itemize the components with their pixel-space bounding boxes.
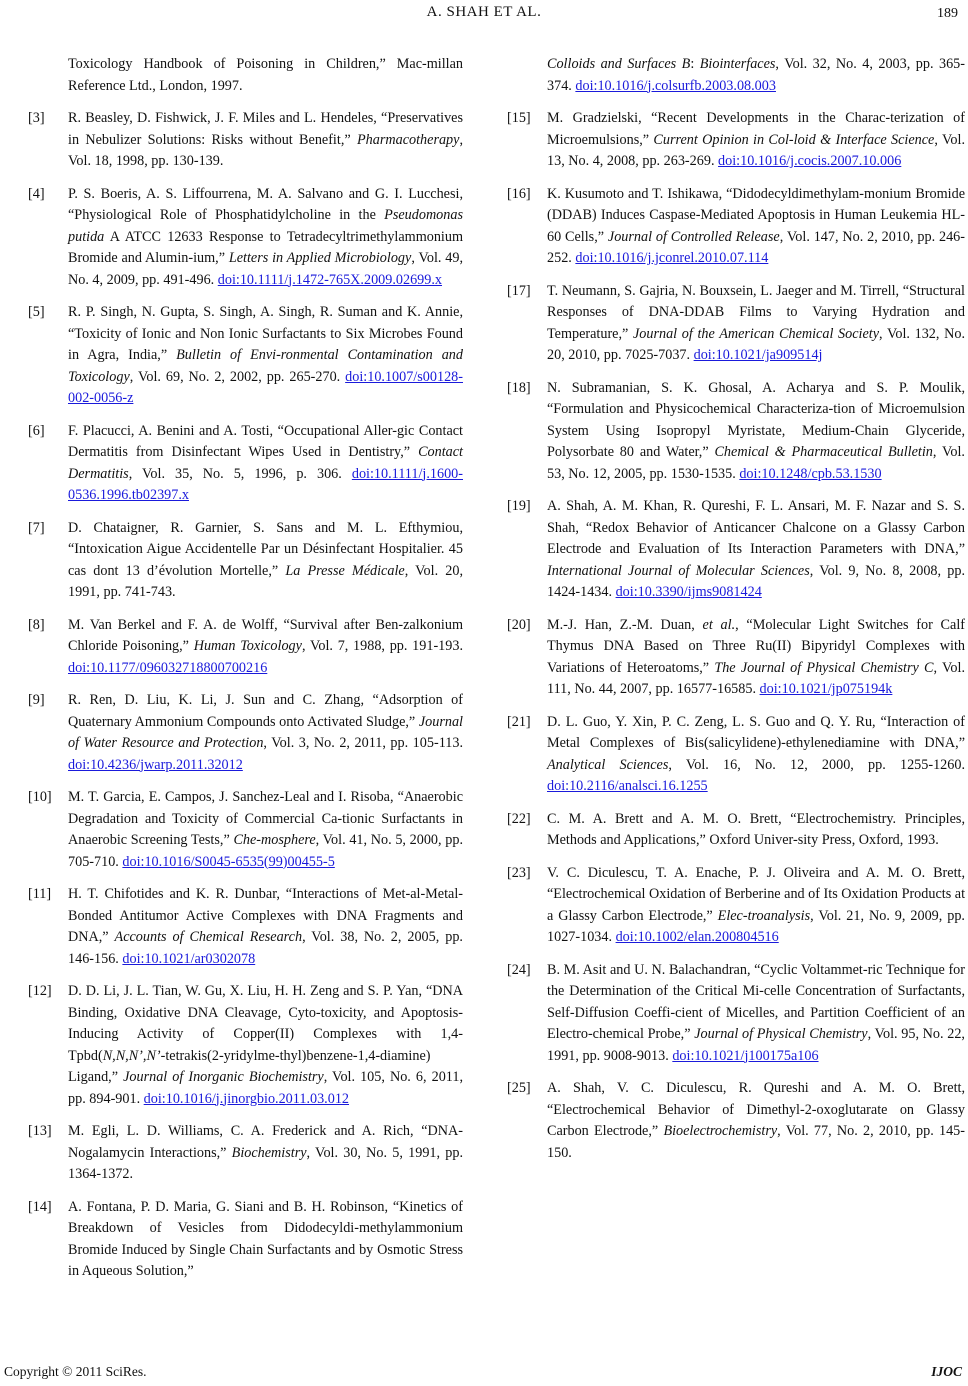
italic-title: The Journal of Physical Chemistry C xyxy=(714,659,934,676)
reference-text: , Vol. 77, No. 2, 2010, pp. 145-150. xyxy=(547,1123,965,1161)
doi-link[interactable]: doi:10.4236/jwarp.2011.32012 xyxy=(68,756,243,773)
reference-text: , Vol. 16, No. 12, 2000, pp. 1255-1260. xyxy=(668,756,965,773)
italic-title: Letters in Applied Microbiology xyxy=(228,250,412,266)
reference-number: [ 24 ] xyxy=(507,960,531,982)
reference-entry xyxy=(28,421,463,507)
italic-title: Journal of Inorganic Biochemistry xyxy=(123,1069,324,1085)
doi-link[interactable]: doi:10.1021/ja909514j xyxy=(693,347,823,363)
italic-title: Human Toxicology xyxy=(193,638,302,654)
reference-text: F. Placucci, A. Benini and A. Tosti, “Occupational Aller-gic Contact Dermatitis from Disinfectant Wipes Used in Dentistry,” xyxy=(68,422,463,460)
reference-text: N. Subramanian, S. K. Ghosal, A. Acharya and S. P. Moulik, “Formulation and Physicochemical Characteriza-tion of Microemulsion System Using Isopropyl Myristate, Medium-Chain Glyceride, Polysorbate 80 and Water,” xyxy=(547,379,965,460)
italic-title: Chemical & Pharmaceutical Bulletin xyxy=(714,444,933,460)
reference-text: H. T. Chifotides and K. R. Dunbar, “Interactions of Met-al-Metal-Bonded Antitumor Active Complexes with DNA Fragments and DNA,” xyxy=(68,886,463,945)
reference-text: V. C. Diculescu, T. A. Enache, P. J. Oliveira and A. M. O. Brett, “Electrochemical Oxidation of Berberine and of Its Oxidation Products at a Glassy Carbon Electrode,” xyxy=(547,864,966,924)
reference-text: , Vol. 95, No. 22, 1991, pp. 9008-9013. xyxy=(547,1026,965,1064)
doi-link[interactable]: doi:10.1177/096032718800700216 xyxy=(68,659,268,676)
reference-number: [ 16 ] xyxy=(507,184,531,206)
journal-abbreviation: IJOC xyxy=(931,1364,962,1379)
reference-entry xyxy=(28,1121,463,1186)
italic-title: Bioelectrochemistry xyxy=(663,1123,778,1139)
reference-entry xyxy=(28,787,463,873)
reference-entry xyxy=(507,54,965,97)
reference-entry xyxy=(507,863,965,949)
reference-text: , Vol. 30, No. 5, 1991, pp. 1364-1372. xyxy=(68,1144,463,1182)
doi-link[interactable]: doi:10.2116/analsci.16.1255 xyxy=(547,778,708,794)
reference-text: -tetrakis(2-yridylme-thyl)benzene-1,4-diamine) Ligand,” xyxy=(68,1047,431,1085)
reference-text: , Vol. 9, No. 8, 2008, pp. 1424-1434. xyxy=(547,562,965,600)
reference-text: M.-J. Han, Z.-M. Duan, xyxy=(547,616,703,633)
page-header xyxy=(0,2,968,26)
reference-text: M. Gradzielski, “Recent Developments in the Charac-terization of Microemulsions,” xyxy=(547,110,965,148)
doi-link[interactable]: doi:10.1021/j100175a106 xyxy=(672,1047,819,1064)
reference-number: [ 23 ] xyxy=(507,863,531,885)
reference-text: , Vol. 21, No. 9, 2009, pp. 1027-1034. xyxy=(547,907,965,945)
reference-text: : xyxy=(690,56,700,72)
reference-number: [ 25 ] xyxy=(507,1078,531,1100)
reference-text: , Vol. 53, No. 12, 2005, pp. 1530-1535. xyxy=(547,444,965,482)
reference-text: T. Neumann, S. Gajria, N. Bouxsein, L. Jaeger and M. Tirrell, “Structural Responses of DNA-DDAB Films to Varying Hydration and Temperature,” xyxy=(547,282,965,342)
reference-text: , Vol. 38, No. 2, 2005, pp. 146-156. xyxy=(68,929,463,967)
reference-entry xyxy=(507,1078,965,1164)
reference-list-right-column xyxy=(507,54,965,1175)
doi-link[interactable]: doi:10.1016/j.colsurfb.2003.08.003 xyxy=(575,77,776,94)
reference-text: D. Chataigner, R. Garnier, S. Sans and M. L. Efthymiou, “Intoxication Aigue Accidentelle Par un Désinfectant Hospitalier. 45 cas dont 13 d’évolution Mortelle,” xyxy=(68,519,463,579)
italic-title: Che-mosphere xyxy=(233,832,316,848)
italic-title: Elec-troanalysis xyxy=(717,907,811,924)
reference-number: [ 12 ] xyxy=(28,981,52,1003)
reference-text: R. Ren, D. Liu, K. Li, J. Sun and C. Zhang, “Adsorption of Quaternary Ammonium Compounds onto Activated Sludge,” xyxy=(68,692,463,730)
italic-title: Journal of Controlled Release xyxy=(607,228,780,245)
reference-number: [ 10 ] xyxy=(28,787,52,809)
reference-number: [ 19 ] xyxy=(507,496,531,518)
doi-link[interactable]: doi:10.1111/j.1600-0536.1996.tb02397.x xyxy=(68,465,463,503)
reference-number: [ 21 ] xyxy=(507,712,531,734)
doi-link[interactable]: doi:10.1248/cpb.53.1530 xyxy=(739,465,882,482)
reference-text: M. Egli, L. D. Williams, C. A. Frederick and A. Rich, “DNA-Nogalamycin Interactions,” xyxy=(68,1123,463,1161)
reference-entry xyxy=(507,184,965,270)
reference-text: B. M. Asit and U. N. Balachandran, “Cyclic Voltammet-ric Technique for the Determination of the Critical Mi-celle Concentration of Surfactants, Self-Diffusion Coeffi-cient of Micelles, and Partition Coefficient of an Electro-chemical Probe,” xyxy=(547,961,965,1042)
reference-text: C. M. A. Brett and A. M. O. Brett, “Electrochemistry. Principles, Methods and Applications,” Oxford Univer-sity Press, Oxford, 1993. xyxy=(547,810,965,848)
reference-number: [ 6 ] xyxy=(28,421,45,443)
reference-number: [ 13 ] xyxy=(28,1121,52,1143)
reference-text: , Vol. 32, No. 4, 2003, pp. 365-374. xyxy=(547,56,965,94)
reference-text: , Vol. 18, 1998, pp. 130-139. xyxy=(68,131,463,169)
italic-title: Biointerfaces xyxy=(699,56,776,72)
italic-title: Journal of Physical Chemistry xyxy=(694,1026,868,1042)
doi-link[interactable]: doi:10.1007/s00128-002-0056-z xyxy=(68,368,463,406)
doi-link[interactable]: doi:10.3390/ijms9081424 xyxy=(615,584,762,600)
reference-entry xyxy=(507,378,965,486)
reference-number: [ 3 ] xyxy=(28,108,45,130)
reference-text: , Vol. 132, No. 20, 2010, pp. 7025-7037. xyxy=(547,325,965,363)
reference-text: , Vol. 49, No. 4, 2009, pp. 491-496. xyxy=(68,250,463,288)
reference-entry xyxy=(507,960,965,1068)
reference-text: , Vol. 69, No. 2, 2002, pp. 265-270. xyxy=(129,368,346,385)
reference-number: [ 15 ] xyxy=(507,108,531,130)
italic-title: La Presse Médicale xyxy=(285,562,405,579)
doi-link[interactable]: doi:10.1016/j.cocis.2007.10.006 xyxy=(718,153,902,169)
reference-text: A. Fontana, P. D. Maria, G. Siani and B. H. Robinson, “Kinetics of Breakdown of Vesicles from Didodecyldi-methylammonium Bromide Induced by Single Chain Surfactants and by Osmotic Stress in Aqueous Solution,” xyxy=(68,1198,463,1279)
reference-text: , Vol. 41, No. 5, 2000, pp. 705-710. xyxy=(68,832,463,870)
reference-entry xyxy=(28,981,463,1110)
reference-entry xyxy=(28,302,463,410)
reference-text: , Vol. 105, No. 6, 2011, pp. 894-901. xyxy=(68,1069,463,1107)
reference-text: R. Beasley, D. Fishwick, J. F. Miles and L. Hendeles, “Preservatives in Nebulizer Solutions: Risks without Benefit,” xyxy=(68,110,463,148)
reference-text: , Vol. 3, No. 2, 2011, pp. 105-113. xyxy=(263,735,463,751)
reference-text: Toxicology Handbook of Poisoning in Children,” Mac-millan Reference Ltd., London, 1997. xyxy=(68,56,463,94)
reference-list-left-column xyxy=(28,54,463,1294)
doi-link[interactable]: doi:10.1002/elan.200804516 xyxy=(615,929,779,945)
reference-entry xyxy=(507,809,965,852)
reference-entry xyxy=(507,615,965,701)
reference-entry xyxy=(507,712,965,798)
reference-text: A. Shah, A. M. Khan, R. Qureshi, F. L. Ansari, M. F. Nazar and S. S. Shah, “Redox Behavior of Anticancer Chalcone on a Glassy Carbon Electrode and Evaluation of Its Interaction Parameters with DNA,” xyxy=(547,498,965,557)
italic-title: Journal of the American Chemical Society xyxy=(632,325,880,342)
italic-title: Current Opinion in Col-loid & Interface Science xyxy=(653,131,935,148)
reference-number: [ 18 ] xyxy=(507,378,531,400)
doi-link[interactable]: doi:10.1111/j.1472-765X.2009.02699.x xyxy=(217,271,443,288)
reference-text: , Vol. 7, 1988, pp. 191-193. xyxy=(301,638,463,654)
doi-link[interactable]: doi:10.1021/jp075194k xyxy=(759,681,893,697)
reference-entry xyxy=(28,518,463,604)
reference-text: A. Shah, V. C. Diculescu, R. Qureshi and A. M. O. Brett, “Electrochemical Behavior of Dimethyl-2-oxoglutarate on Glassy Carbon Electrode,” xyxy=(547,1080,965,1139)
italic-title: Biochemistry xyxy=(231,1144,307,1161)
reference-number: [ 5 ] xyxy=(28,302,45,324)
reference-number: [ 17 ] xyxy=(507,281,531,303)
reference-number: [ 8 ] xyxy=(28,615,45,637)
italic-title: Journal of Water Resource and Protection xyxy=(68,713,463,751)
reference-number: [ 7 ] xyxy=(28,518,45,540)
reference-entry xyxy=(28,1197,463,1283)
doi-link[interactable]: doi:10.1016/j.jconrel.2010.07.114 xyxy=(575,250,769,266)
doi-link[interactable]: doi:10.1016/S0045-6535(99)00455-5 xyxy=(122,853,335,870)
reference-entry xyxy=(28,615,463,680)
doi-link[interactable]: doi:10.1021/ar0302078 xyxy=(122,950,256,967)
reference-entry xyxy=(28,54,463,97)
italic-title: Analytical Sciences xyxy=(547,756,669,773)
reference-text: K. Kusumoto and T. Ishikawa, “Didodecyldimethylam-monium Bromide (DDAB) Induces Caspase-Mediated Apoptosis in Human Leukemia HL-60 Cells,” xyxy=(547,185,965,245)
italic-title: Pharmacotherapy xyxy=(357,131,460,148)
reference-text: D. D. Li, J. L. Tian, W. Gu, X. Liu, H. H. Zeng and S. P. Yan, “DNA Binding, Oxidative DNA Cleavage, Cyto-toxicity, and Apoptosis-Inducing Activity of Copper(II) Complexes with 1,4-Tpbd( xyxy=(68,983,463,1064)
reference-number: [ 9 ] xyxy=(28,690,45,712)
italic-title: International Journal of Molecular Sciences xyxy=(547,562,810,579)
italic-title: Contact Dermatitis xyxy=(68,444,463,482)
doi-link[interactable]: doi:10.1016/j.jinorgbio.2011.03.012 xyxy=(143,1090,350,1107)
reference-text: M. T. Garcia, E. Campos, J. Sanchez-Leal and I. Risoba, “Anaerobic Degradation and Toxicity of Commercial Ca-tionic Surfactants in Anaerobic Screening Tests,” xyxy=(68,789,463,848)
reference-entry xyxy=(28,690,463,776)
reference-entry xyxy=(507,108,965,173)
reference-number: [ 20 ] xyxy=(507,615,531,637)
italic-title: Accounts of Chemical Research xyxy=(114,929,303,945)
reference-number: [ 14 ] xyxy=(28,1197,52,1219)
reference-text: , Vol. 20, 1991, pp. 741-743. xyxy=(68,562,463,600)
italic-title: Bulletin of Envi-ronmental Contamination and Toxicology xyxy=(68,347,463,385)
italic-title: Pseudomonas putida xyxy=(68,207,463,245)
reference-text: A ATCC 12633 Response to Tetradecyltrimethylammonium Bromide and Alumin-ium,” xyxy=(68,228,463,266)
reference-entry xyxy=(28,108,463,173)
italic-title: et al. xyxy=(702,616,736,633)
reference-text: , Vol. 35, No. 5, 1996, p. 306. xyxy=(128,465,352,482)
reference-text: , Vol. 13, No. 4, 2008, pp. 263-269. xyxy=(547,131,965,169)
reference-number: [ 11 ] xyxy=(28,884,51,906)
copyright-notice: Copyright © 2011 SciRes. xyxy=(4,1364,147,1379)
reference-entry xyxy=(507,281,965,367)
reference-text: M. Van Berkel and F. A. de Wolff, “Survival after Ben-zalkonium Chloride Poisoning,” xyxy=(68,616,463,654)
reference-entry xyxy=(28,884,463,970)
reference-text: , Vol. 111, No. 44, 2007, pp. 16577-16585. xyxy=(547,659,966,697)
running-title: A. SHAH ET AL. xyxy=(426,4,542,20)
reference-number: [ 22 ] xyxy=(507,809,531,831)
reference-text: R. P. Singh, N. Gupta, S. Singh, A. Singh, R. Suman and K. Annie, “Toxicity of Ionic and Non Ionic Surfactants to Six Microbes Found in Agra, India,” xyxy=(68,304,463,363)
reference-text: D. L. Guo, Y. Xin, P. C. Zeng, L. S. Guo and Q. Y. Ru, “Interaction of Metal Complexes of Bis(salicylidene)-ethylenediamine with DNA,” xyxy=(547,713,965,751)
italic-title: N,N,N’,N’ xyxy=(102,1047,161,1064)
italic-title: Colloids and Surfaces B xyxy=(547,56,691,72)
reference-text: , Vol. 147, No. 2, 2010, pp. 246-252. xyxy=(547,228,965,266)
reference-number: [ 4 ] xyxy=(28,184,45,206)
reference-entry xyxy=(28,184,463,292)
page-number: 189 xyxy=(937,6,958,21)
reference-entry xyxy=(507,496,965,604)
reference-text: , “Molecular Light Switches for Calf Thymus DNA Based on Three Ru(II) Bipyridyl Complexes with Variations of Heteroatoms,” xyxy=(547,616,965,676)
reference-text: P. S. Boeris, A. S. Liffourrena, M. A. Salvano and G. I. Lucchesi, “Physiological Role of Phosphatidylcholine in the xyxy=(68,185,463,223)
